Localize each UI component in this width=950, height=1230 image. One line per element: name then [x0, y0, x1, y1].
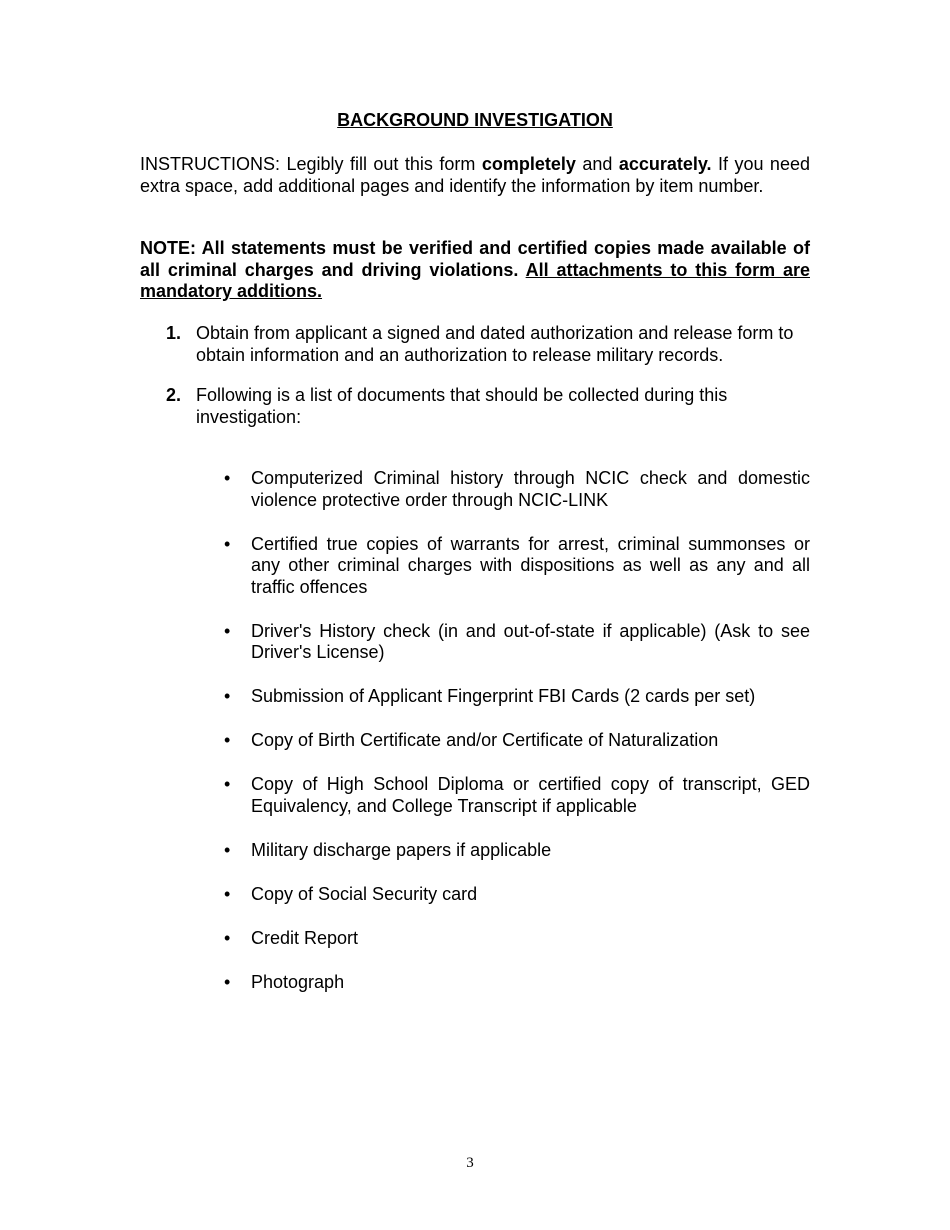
- bullet-icon: •: [224, 533, 231, 554]
- list-item-text: Copy of Birth Certificate and/or Certificate of Naturalization: [251, 730, 719, 750]
- note-paragraph: [140, 238, 810, 303]
- numbered-item-1: [166, 323, 806, 366]
- instructions-text-1: INSTRUCTIONS: Legibly fill out this form: [140, 154, 482, 174]
- list-item-text: Photograph: [251, 971, 345, 992]
- bullet-icon: •: [224, 883, 231, 904]
- list-item-text: Submission of Applicant Fingerprint FBI Cards (2 cards per set): [251, 686, 756, 706]
- list-item: [224, 972, 810, 994]
- list-item-text: Credit Report: [251, 927, 359, 948]
- list-item: [224, 534, 810, 599]
- list-item-text: Driver's History check (in and out-of-state if applicable) (Ask to see Driver's License): [251, 620, 810, 662]
- instructions-emphasis-completely: completely: [481, 154, 576, 174]
- list-item: [224, 840, 810, 862]
- list-item: [224, 686, 810, 708]
- list-item: [224, 884, 810, 906]
- bullet-icon: •: [224, 971, 231, 992]
- list-item: [224, 928, 810, 950]
- bullet-icon: •: [224, 927, 231, 948]
- list-item-text: Computerized Criminal history through NCIC check and domestic violence protective order through NCIC-LINK: [251, 468, 810, 510]
- bullet-icon: •: [224, 730, 231, 750]
- item-text: Obtain from applicant a signed and dated authorization and release form to obtain information and an authorization to release military records.: [196, 323, 794, 365]
- note-mandatory-text: All attachments to this form are mandatory additions.: [140, 259, 810, 301]
- bullet-icon: •: [224, 839, 231, 860]
- list-item: [224, 730, 810, 752]
- list-item: [224, 774, 810, 817]
- bullet-icon: •: [224, 774, 231, 794]
- item-number: 1.: [166, 323, 182, 343]
- bullet-icon: •: [224, 620, 231, 641]
- bullet-icon: •: [224, 686, 231, 706]
- instructions-text-2: and: [575, 154, 619, 174]
- list-item-text: Copy of High School Diploma or certified copy of transcript, GED Equivalency, and College Transcript if applicable: [251, 774, 810, 816]
- item-number: 2.: [166, 385, 182, 405]
- list-item: [224, 621, 810, 664]
- list-item-text: Copy of Social Security card: [251, 883, 478, 904]
- bullet-icon: •: [224, 468, 231, 488]
- list-item: [224, 468, 810, 511]
- item-text: Following is a list of documents that should be collected during this investigation:: [196, 385, 728, 427]
- documents-list: [224, 468, 810, 1016]
- instructions-emphasis-accurately: accurately.: [618, 154, 712, 174]
- list-item-text: Military discharge papers if applicable: [251, 839, 552, 860]
- page-title: BACKGROUND INVESTIGATION: [337, 110, 613, 130]
- numbered-item-2: [166, 385, 806, 428]
- instructions-text-3: If you need extra space, add additional pages and identify the information by item number.: [140, 154, 810, 196]
- page-number: 3: [466, 1155, 474, 1171]
- note-text: NOTE: All statements must be verified and certified copies made available of all criminal charges and driving violations.: [140, 238, 810, 280]
- list-item-text: Certified true copies of warrants for arrest, criminal summonses or any other criminal charges with dispositions as well as any and all traffic offences: [251, 533, 810, 597]
- instructions-paragraph: [140, 154, 810, 197]
